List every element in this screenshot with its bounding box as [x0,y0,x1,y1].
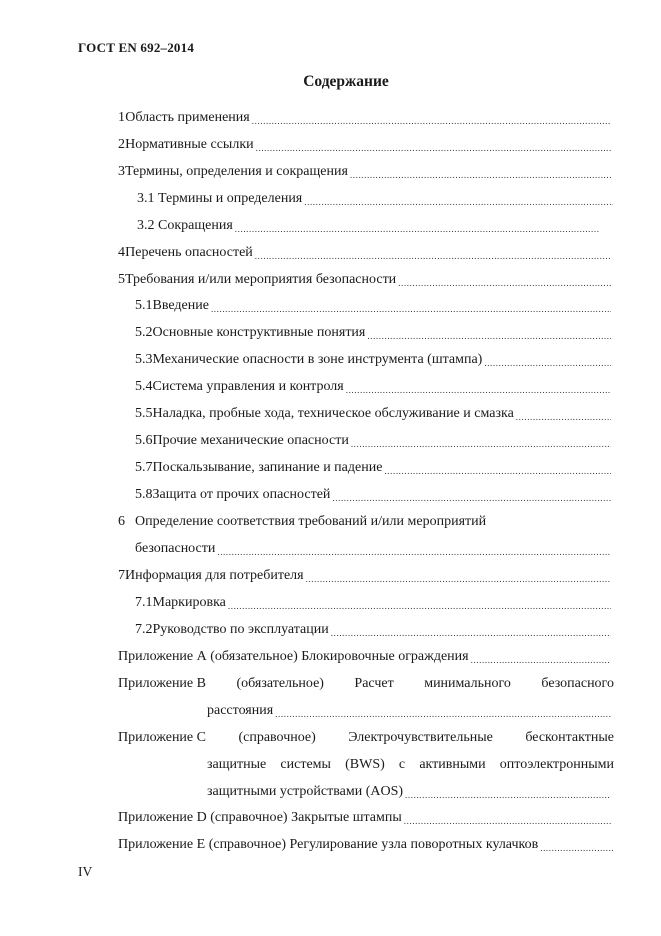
dot-leader [404,814,611,828]
toc-label: Прочие механические опасности [152,433,349,448]
toc-number: 7 [118,568,125,583]
page-number: IV [78,864,93,879]
toc-label: Механические опасности в зоне инструмента (штампа) [152,352,483,367]
toc-entry-7[interactable] [118,566,611,586]
dot-leader [398,276,611,290]
dot-leader [405,788,611,802]
dot-leader [235,222,600,236]
toc-entry-5-4[interactable] [135,377,611,397]
toc-entry-3-1[interactable] [137,189,613,209]
toc-label-word: Приложение С [118,730,206,745]
toc-label-word: Приложение В [118,676,206,691]
toc-label: Информация для потребителя [125,568,304,583]
dot-leader [304,195,613,209]
toc-entry-7-2[interactable] [135,620,611,640]
toc-label: Приложение А (обязательное) Блокировочные ограждения [118,649,469,664]
toc-label: 3.2 Сокращения [137,218,233,233]
toc-label-word: Расчет [354,676,394,691]
toc-number: 5.4 [135,379,153,394]
dot-leader [332,491,611,505]
toc-label: Требования и/или мероприятия безопасности [125,272,397,287]
toc-label: Поскальзывание, запинание и падение [152,460,383,475]
page-title: Содержание [303,73,389,90]
toc-label: Основные конструктивные понятия [152,325,366,340]
toc-entry-2[interactable] [118,135,611,155]
dot-leader [275,707,611,721]
toc-label: Система управления и контроля [152,379,344,394]
toc-number: 5 [118,272,125,287]
toc-label: Нормативные ссылки [125,137,254,152]
toc-label: Область применения [125,110,250,125]
toc-number: 5.8 [135,487,153,502]
dot-leader [540,841,614,855]
toc-appendix-c-continuation[interactable] [207,755,614,775]
toc-number: 3 [118,164,125,179]
toc-label: Приложение D (справочное) Закрытые штампы [118,810,402,825]
toc-appendix-e[interactable] [118,835,614,855]
toc-label-word: минимального [424,676,511,691]
dot-leader [256,141,611,155]
toc-entry-5-5[interactable] [135,404,611,424]
toc-number: 6 [118,514,125,529]
toc-entry-6[interactable] [118,512,611,532]
dot-leader [252,114,611,128]
toc-label-word: (обязательное) [236,676,324,691]
toc-entry-4[interactable] [118,243,611,263]
toc-number: 7.1 [135,595,153,610]
toc-entry-5-8[interactable] [135,485,611,505]
dot-leader [367,329,611,343]
toc-appendix-b[interactable] [118,674,614,694]
toc-number: 5.3 [135,352,153,367]
toc-entry-1[interactable] [118,108,611,128]
toc-appendix-a[interactable] [118,647,611,667]
toc-label: Термины, определения и сокращения [125,164,348,179]
toc-number: 4 [118,245,125,260]
toc-label: Маркировка [152,595,226,610]
toc-number: 5.1 [135,298,153,313]
toc-label: Наладка, пробные хода, техническое обслуживание и смазка [152,406,514,421]
toc-entry-5-7[interactable] [135,458,611,478]
dot-leader [484,356,611,370]
toc-label-word: Электрочувствительные [348,730,493,745]
toc-number: 5.7 [135,460,153,475]
dot-leader [471,653,611,667]
dot-leader [228,599,611,613]
dot-leader [346,383,611,397]
toc-number: 5.2 [135,325,153,340]
toc-entry-5-6[interactable] [135,431,611,451]
toc-entry-7-1[interactable] [135,593,611,613]
toc-label: Руководство по эксплуатации [152,622,329,637]
toc-label: защитными устройствами (AOS) [207,784,404,799]
toc-entry-5-2[interactable] [135,323,611,343]
toc-label-word: безопасного [541,676,614,691]
toc-entry-5-3[interactable] [135,350,611,370]
toc-number: 7.2 [135,622,153,637]
dot-leader [516,410,611,424]
toc-appendix-c[interactable] [118,728,614,748]
toc-appendix-d[interactable] [118,808,611,828]
dot-leader [211,302,611,316]
dot-leader [331,626,611,640]
toc-number: 1 [118,110,125,125]
toc-number: 5.5 [135,406,153,421]
toc-label: Приложение Е (справочное) Регулирование узла поворотных кулачков [118,837,539,852]
toc-label: безопасности [135,541,216,556]
toc-entry-3[interactable] [118,162,611,182]
toc-appendix-c-continuation-2[interactable] [207,782,611,802]
toc-appendix-b-continuation[interactable] [207,701,611,721]
toc-label: 3.1 Термины и определения [137,191,303,206]
toc-label: Определение соответствия требований и/или мероприятий [135,514,487,529]
toc-entry-5[interactable] [118,270,611,290]
dot-leader [306,572,611,586]
dot-leader [351,437,611,451]
toc-label: Введение [152,298,209,313]
dot-leader [384,464,611,478]
toc-label: Перечень опасностей [125,245,253,260]
toc-label: защитные системы (BWS) с активными оптоэлектронными [207,757,614,772]
toc-label: Защита от прочих опасностей [152,487,331,502]
toc-entry-5-1[interactable] [135,296,611,316]
toc-entry-3-2[interactable] [137,216,600,236]
toc-number: 2 [118,137,125,152]
dot-leader [350,168,611,182]
toc-label-word: бесконтактные [525,730,614,745]
toc-label: расстояния [207,703,274,718]
toc-entry-6-continuation[interactable] [135,539,611,559]
toc-label-word: (справочное) [238,730,316,745]
dot-leader [255,249,611,263]
document-code: ГОСТ EN 692–2014 [78,40,195,55]
toc-number: 5.6 [135,433,153,448]
dot-leader [217,545,611,559]
